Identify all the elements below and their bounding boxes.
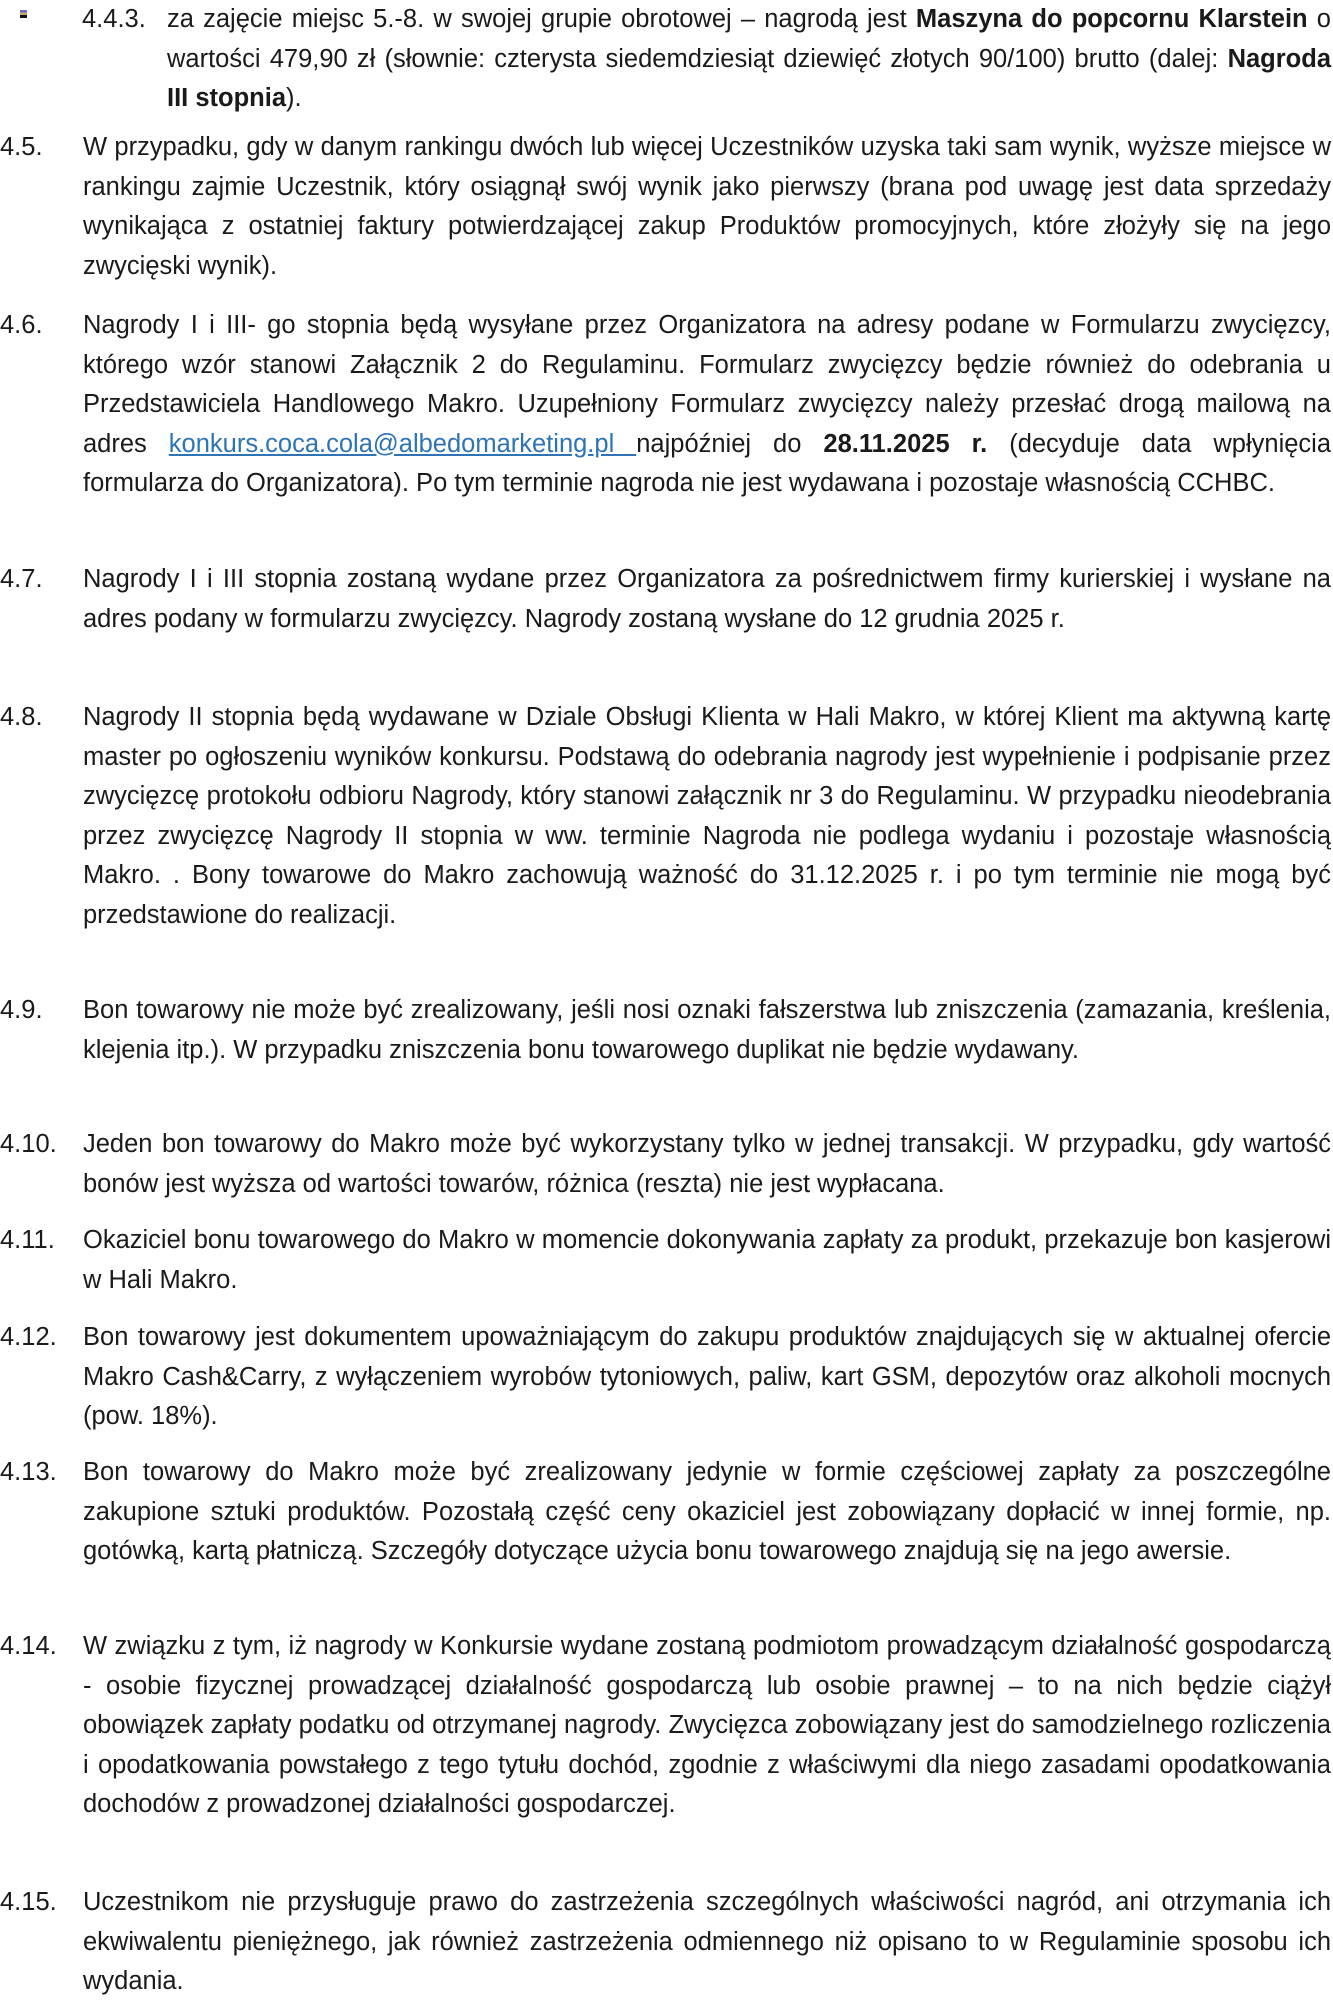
item-text: Nagrody I i III stopnia zostaną wydane przez Organizatora za pośrednictwem firmy kurierskiej i wysłane na adres podany w formularzu zwycięzcy. Nagrody zostaną wysłane do 12 grudnia 2025 r. xyxy=(83,565,1331,633)
item-number: 4.12. xyxy=(0,1323,57,1351)
item-number: 4.15. xyxy=(0,1888,57,1916)
prize-level: Nagroda III stopnia xyxy=(167,44,1331,112)
item-text: W przypadku, gdy w danym rankingu dwóch lub więcej Uczestników uzyska taki sam wynik, wyższe miejsce w rankingu zajmie Uczestnik, który osiągnął swój wynik jako pierwszy (brana pod uwagę jest data sprzedaży wynikająca z ostatniej faktury potwierdzającej zakup Produktów promocyjnych, które złożyły się na jego zwycięski wynik). xyxy=(83,133,1331,280)
prize-name: Maszyna do popcornu Klarstein xyxy=(915,5,1308,33)
item-number: 4.7. xyxy=(0,565,43,593)
item-text: Nagrody I i III- go stopnia będą wysyłane przez Organizatora na adresy podane w Formularzu zwycięzcy, którego wzór stanowi Załącznik 2 do Regulaminu. Formularz zwycięzcy będzie również do odebrania u Przedstawiciela Handlowego Makro. Uzupełniony Formularz zwycięzcy należy przesłać drogą mailową na adres konkurs.coca.cola@albedomarketing.pl najpóźniej do 28.11.2025 r. (decyduje data wpłynięcia formularza do Organizatora). Po tym terminie nagroda nie jest wydawana i pozostaje własnością CCHBC. xyxy=(83,311,1332,497)
item-text: Okaziciel bonu towarowego do Makro w momencie dokonywania zapłaty za produkt, przekazuje bon kasjerowi w Hali Makro. xyxy=(83,1226,1331,1294)
item-text: Bon towarowy nie może być zrealizowany, jeśli nosi oznaki fałszerstwa lub zniszczenia (zamazania, kreślenia, klejenia itp.). W przypadku zniszczenia bonu towarowego duplikat nie będzie wydawany. xyxy=(83,996,1331,1064)
item-number: 4.13. xyxy=(0,1458,57,1486)
item-number: 4.9. xyxy=(0,996,43,1024)
item-number: 4.14. xyxy=(0,1632,57,1660)
item-number: 4.8. xyxy=(0,703,43,731)
item-text: Bon towarowy jest dokumentem upoważniającym do zakupu produktów znajdujących się w aktualnej ofercie Makro Cash&Carry, z wyłączeniem wyrobów tytoniowych, paliw, kart GSM, depozytów oraz alkoholi mocnych (pow. 18%). xyxy=(83,1323,1331,1430)
deadline-date: 28.11.2025 r. xyxy=(823,429,988,458)
item-text: Jeden bon towarowy do Makro może być wykorzystany tylko w jednej transakcji. W przypadku, gdy wartość bonów jest wyższa od wartości towarów, różnica (reszta) nie jest wypłacana. xyxy=(83,1130,1331,1198)
item-text: Uczestnikom nie przysługuje prawo do zastrzeżenia szczególnych właściwości nagród, ani otrzymania ich ekwiwalentu pieniężnego, jak również zastrzeżenia odmiennego niż opisano to w Regulaminie sposobu ich wydania. xyxy=(83,1888,1331,1995)
item-number: 4.11. xyxy=(0,1226,55,1254)
item-number: 4.6. xyxy=(0,311,43,339)
item-text: Nagrody II stopnia będą wydawane w Dziale Obsługi Klienta w Hali Makro, w której Klient ma aktywną kartę master po ogłoszeniu wyników konkursu. Podstawą do odebrania nagrody jest wypełnienie i podpisanie przez zwycięzcę protokołu odbioru Nagrody, który stanowi załącznik nr 3 do Regulaminu. W przypadku nieodebrania przez zwycięzcę Nagrody II stopnia w ww. terminie Nagroda nie podlega wydaniu i pozostaje własnością Makro. . Bony towarowe do Makro zachowują ważność do 31.12.2025 r. i po tym terminie nie mogą być przedstawione do realizacji. xyxy=(83,703,1331,929)
email-link[interactable]: konkurs.coca.cola@albedomarketing.pl xyxy=(168,429,637,458)
item-number: 4.10. xyxy=(0,1130,57,1158)
item-text: W związku z tym, iż nagrody w Konkursie wydane zostaną podmiotom prowadzącym działalność gospodarczą - osobie fizycznej prowadzącej działalność gospodarczą lub osobie prawnej – to na nich będzie ciążył obowiązek zapłaty podatku od otrzymanej nagrody. Zwycięzca zobowiązany jest do samodzielnego rozliczenia i opodatkowania powstałego z tego tytułu dochód, zgodnie z właściwymi dla niego zasadami opodatkowania dochodów z prowadzonej działalności gospodarczej. xyxy=(83,1632,1331,1818)
item-number: 4.4.3. xyxy=(82,5,146,33)
item-text: Bon towarowy do Makro może być zrealizowany jedynie w formie częściowej zapłaty za poszczególne zakupione sztuki produktów. Pozostałą część ceny okaziciel jest zobowiązany dopłacić w innej formie, np. gotówką, kartą płatniczą. Szczegóły dotyczące użycia bonu towarowego znajdują się na jego awersie. xyxy=(83,1458,1331,1565)
item-number: 4.5. xyxy=(0,133,43,161)
margin-marker-icon xyxy=(20,10,27,18)
item-text: za zajęcie miejsc 5.-8. w swojej grupie obrotowej – nagrodą jest Maszyna do popcornu Klarstein o wartości 479,90 zł (słownie: czterysta siedemdziesiąt dziewięć złotych 90/100) brutto (dalej: Nagroda III stopnia). xyxy=(167,5,1331,112)
